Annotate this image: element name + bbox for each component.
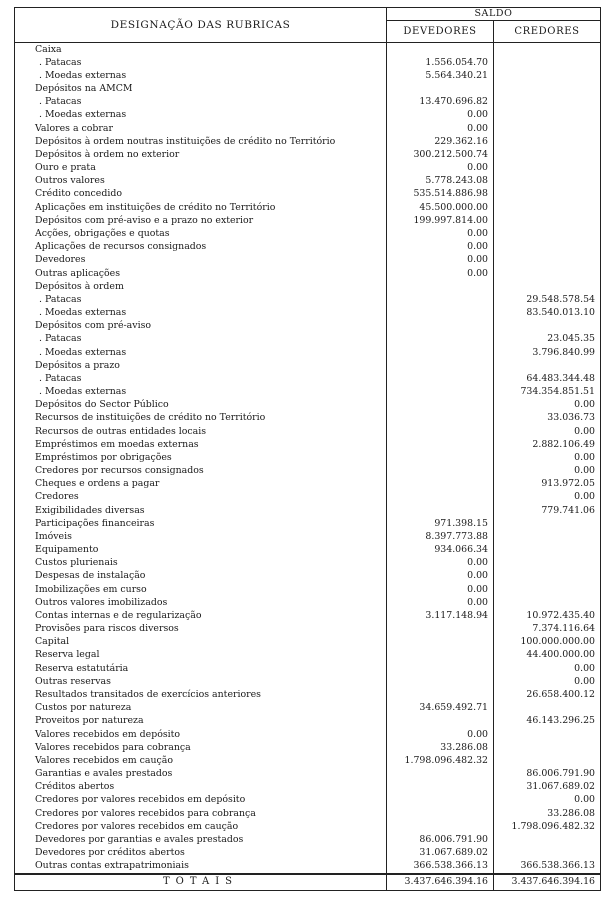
rubrica-label: Capital xyxy=(15,636,387,649)
credores-cell xyxy=(494,43,601,57)
rubrica-label: Depósitos com pré-aviso xyxy=(15,320,387,333)
table-row xyxy=(15,399,601,412)
credores-cell: 0.00 xyxy=(494,491,601,504)
credores-cell xyxy=(494,83,601,96)
table-row xyxy=(15,43,601,57)
devedores-cell xyxy=(387,794,494,807)
credores-cell xyxy=(494,135,601,148)
credores-cell xyxy=(494,267,601,280)
rubrica-label: Despesas de instalação xyxy=(15,570,387,583)
credores-cell xyxy=(494,530,601,543)
devedores-cell: 0.00 xyxy=(387,241,494,254)
ledger-rows xyxy=(15,43,601,874)
credores-cell: 86.006.791.90 xyxy=(494,767,601,780)
rubrica-label: . Moedas externas xyxy=(15,385,387,398)
table-row xyxy=(15,781,601,794)
table-row xyxy=(15,56,601,69)
credores-cell: 2.882.106.49 xyxy=(494,438,601,451)
rubrica-label: Credores por valores recebidos para cobrança xyxy=(15,807,387,820)
devedores-cell xyxy=(387,293,494,306)
credores-cell xyxy=(494,175,601,188)
devedores-cell xyxy=(387,465,494,478)
rubrica-label: Depósitos a prazo xyxy=(15,359,387,372)
table-row xyxy=(15,846,601,859)
credores-cell: 913.972.05 xyxy=(494,478,601,491)
rubrica-label: Acções, obrigações e quotas xyxy=(15,227,387,240)
devedores-cell: 1.556.054.70 xyxy=(387,56,494,69)
table-row xyxy=(15,820,601,833)
rubrica-label: Imobilizações em curso xyxy=(15,583,387,596)
rubrica-label: Empréstimos por obrigações xyxy=(15,451,387,464)
devedores-cell xyxy=(387,43,494,57)
table-row xyxy=(15,530,601,543)
credores-cell xyxy=(494,227,601,240)
devedores-cell: 229.362.16 xyxy=(387,135,494,148)
table-row xyxy=(15,346,601,359)
credores-cell xyxy=(494,741,601,754)
table-row xyxy=(15,425,601,438)
rubrica-label: . Moedas externas xyxy=(15,109,387,122)
rubrica-label: Proveitos por natureza xyxy=(15,715,387,728)
devedores-cell: 33.286.08 xyxy=(387,741,494,754)
rubrica-label: Outros valores xyxy=(15,175,387,188)
credores-cell xyxy=(494,201,601,214)
table-row xyxy=(15,491,601,504)
devedores-cell: 5.564.340.21 xyxy=(387,69,494,82)
devedores-cell xyxy=(387,399,494,412)
devedores-cell: 300.212.500.74 xyxy=(387,148,494,161)
table-row xyxy=(15,254,601,267)
devedores-cell: 0.00 xyxy=(387,267,494,280)
table-row xyxy=(15,122,601,135)
rubrica-label: Outras reservas xyxy=(15,675,387,688)
rubrica-label: Recursos de instituições de crédito no Território xyxy=(15,412,387,425)
table-row xyxy=(15,860,601,874)
rubrica-label: Garantias e avales prestados xyxy=(15,767,387,780)
rubrica-label: Valores recebidos em depósito xyxy=(15,728,387,741)
rubrica-label: Recursos de outras entidades locais xyxy=(15,425,387,438)
table-row xyxy=(15,372,601,385)
devedores-cell xyxy=(387,623,494,636)
credores-cell: 33.286.08 xyxy=(494,807,601,820)
rubrica-label: . Patacas xyxy=(15,96,387,109)
devedores-cell xyxy=(387,820,494,833)
table-row xyxy=(15,109,601,122)
devedores-cell: 934.066.34 xyxy=(387,544,494,557)
rubrica-label: Aplicações em instituições de crédito no Território xyxy=(15,201,387,214)
credores-cell xyxy=(494,702,601,715)
rubrica-label: Custos por natureza xyxy=(15,702,387,715)
rubrica-label: Depósitos do Sector Público xyxy=(15,399,387,412)
rubrica-label: Devedores por garantias e avales prestados xyxy=(15,833,387,846)
table-row xyxy=(15,675,601,688)
devedores-cell xyxy=(387,83,494,96)
table-row xyxy=(15,96,601,109)
devedores-cell xyxy=(387,385,494,398)
rubrica-label: Equipamento xyxy=(15,544,387,557)
credores-cell xyxy=(494,280,601,293)
table-row xyxy=(15,662,601,675)
devedores-cell xyxy=(387,372,494,385)
table-row xyxy=(15,557,601,570)
rubrica-label: Outras contas extrapatrimoniais xyxy=(15,860,387,874)
rubrica-label: Cheques e ordens a pagar xyxy=(15,478,387,491)
balance-sheet-table xyxy=(14,7,601,891)
devedores-cell: 5.778.243.08 xyxy=(387,175,494,188)
table-row xyxy=(15,688,601,701)
table-row xyxy=(15,754,601,767)
rubrica-label: Devedores xyxy=(15,254,387,267)
table-row xyxy=(15,162,601,175)
table-row xyxy=(15,175,601,188)
rubrica-label: Outros valores imobilizados xyxy=(15,596,387,609)
table-row xyxy=(15,570,601,583)
devedores-cell: 0.00 xyxy=(387,583,494,596)
header-designacao: DESIGNAÇÃO DAS RUBRICAS xyxy=(15,8,387,43)
table-row xyxy=(15,438,601,451)
devedores-cell xyxy=(387,636,494,649)
devedores-cell: 3.117.148.94 xyxy=(387,609,494,622)
credores-cell: 0.00 xyxy=(494,451,601,464)
rubrica-label: Contas internas e de regularização xyxy=(15,609,387,622)
credores-cell: 0.00 xyxy=(494,675,601,688)
rubrica-label: Valores recebidos em caução xyxy=(15,754,387,767)
table-row xyxy=(15,517,601,530)
devedores-cell xyxy=(387,688,494,701)
rubrica-label: . Patacas xyxy=(15,56,387,69)
devedores-cell xyxy=(387,675,494,688)
rubrica-label: Depósitos à ordem noutras instituições de crédito no Território xyxy=(15,135,387,148)
devedores-cell xyxy=(387,478,494,491)
rubrica-label: Reserva estatutária xyxy=(15,662,387,675)
rubrica-label: Resultados transitados de exercícios anteriores xyxy=(15,688,387,701)
credores-cell xyxy=(494,96,601,109)
credores-cell: 100.000.000.00 xyxy=(494,636,601,649)
credores-cell: 0.00 xyxy=(494,425,601,438)
devedores-cell: 0.00 xyxy=(387,728,494,741)
table-row xyxy=(15,715,601,728)
table-row xyxy=(15,135,601,148)
table-row xyxy=(15,412,601,425)
table-row xyxy=(15,333,601,346)
rubrica-label: Outras aplicações xyxy=(15,267,387,280)
rubrica-label: Credores por valores recebidos em depósito xyxy=(15,794,387,807)
devedores-cell: 31.067.689.02 xyxy=(387,846,494,859)
table-row xyxy=(15,451,601,464)
devedores-cell xyxy=(387,451,494,464)
table-row xyxy=(15,280,601,293)
rubrica-label: Valores a cobrar xyxy=(15,122,387,135)
devedores-cell xyxy=(387,504,494,517)
devedores-cell: 0.00 xyxy=(387,227,494,240)
table-row xyxy=(15,636,601,649)
rubrica-label: . Patacas xyxy=(15,333,387,346)
credores-cell xyxy=(494,557,601,570)
table-row xyxy=(15,596,601,609)
rubrica-label: Reserva legal xyxy=(15,649,387,662)
credores-cell: 3.796.840.99 xyxy=(494,346,601,359)
devedores-cell: 0.00 xyxy=(387,596,494,609)
devedores-cell xyxy=(387,807,494,820)
table-row xyxy=(15,201,601,214)
devedores-cell: 86.006.791.90 xyxy=(387,833,494,846)
table-row xyxy=(15,544,601,557)
rubrica-label: Imóveis xyxy=(15,530,387,543)
credores-cell xyxy=(494,544,601,557)
credores-cell xyxy=(494,320,601,333)
credores-cell xyxy=(494,517,601,530)
devedores-cell xyxy=(387,662,494,675)
table-row xyxy=(15,504,601,517)
devedores-cell xyxy=(387,767,494,780)
credores-cell xyxy=(494,109,601,122)
credores-cell xyxy=(494,188,601,201)
table-row xyxy=(15,741,601,754)
devedores-cell xyxy=(387,715,494,728)
credores-cell xyxy=(494,162,601,175)
table-row xyxy=(15,767,601,780)
devedores-cell: 0.00 xyxy=(387,109,494,122)
table-row xyxy=(15,241,601,254)
totals-credores: 3.437.646.394.16 xyxy=(494,874,601,891)
totals-label: TOTAIS xyxy=(15,874,387,891)
table-row xyxy=(15,148,601,161)
table-row xyxy=(15,465,601,478)
devedores-cell: 45.500.000.00 xyxy=(387,201,494,214)
table-row xyxy=(15,320,601,333)
credores-cell: 26.658.400.12 xyxy=(494,688,601,701)
table-row xyxy=(15,306,601,319)
credores-cell xyxy=(494,241,601,254)
credores-cell: 779.741.06 xyxy=(494,504,601,517)
devedores-cell: 199.997.814.00 xyxy=(387,214,494,227)
rubrica-label: Credores por recursos consignados xyxy=(15,465,387,478)
table-row xyxy=(15,385,601,398)
rubrica-label: Créditos abertos xyxy=(15,781,387,794)
table-row xyxy=(15,583,601,596)
credores-cell xyxy=(494,214,601,227)
devedores-cell: 971.398.15 xyxy=(387,517,494,530)
table-row xyxy=(15,794,601,807)
rubrica-label: . Patacas xyxy=(15,372,387,385)
credores-cell: 0.00 xyxy=(494,399,601,412)
table-row xyxy=(15,728,601,741)
credores-cell xyxy=(494,56,601,69)
rubrica-label: Empréstimos em moedas externas xyxy=(15,438,387,451)
devedores-cell xyxy=(387,346,494,359)
devedores-cell xyxy=(387,333,494,346)
header-saldo: SALDO xyxy=(387,8,601,21)
table-row xyxy=(15,609,601,622)
credores-cell xyxy=(494,596,601,609)
credores-cell: 31.067.689.02 xyxy=(494,781,601,794)
devedores-cell xyxy=(387,781,494,794)
header-devedores: DEVEDORES xyxy=(387,20,494,42)
credores-cell: 83.540.013.10 xyxy=(494,306,601,319)
table-row xyxy=(15,83,601,96)
table-row xyxy=(15,188,601,201)
devedores-cell: 0.00 xyxy=(387,557,494,570)
rubrica-label: Depósitos na AMCM xyxy=(15,83,387,96)
rubrica-label: Devedores por créditos abertos xyxy=(15,846,387,859)
table-row xyxy=(15,702,601,715)
rubrica-label: Depósitos à ordem xyxy=(15,280,387,293)
table-row xyxy=(15,214,601,227)
credores-cell: 44.400.000.00 xyxy=(494,649,601,662)
devedores-cell xyxy=(387,280,494,293)
table-row xyxy=(15,267,601,280)
devedores-cell xyxy=(387,306,494,319)
rubrica-label: Exigibilidades diversas xyxy=(15,504,387,517)
devedores-cell: 34.659.492.71 xyxy=(387,702,494,715)
credores-cell: 0.00 xyxy=(494,662,601,675)
rubrica-label: Participações financeiras xyxy=(15,517,387,530)
rubrica-label: . Patacas xyxy=(15,293,387,306)
totals-row xyxy=(15,874,601,891)
devedores-cell: 0.00 xyxy=(387,570,494,583)
table-row xyxy=(15,293,601,306)
rubrica-label: Depósitos com pré-aviso e a prazo no exterior xyxy=(15,214,387,227)
rubrica-label: Aplicações de recursos consignados xyxy=(15,241,387,254)
table-row xyxy=(15,623,601,636)
devedores-cell xyxy=(387,438,494,451)
devedores-cell: 13.470.696.82 xyxy=(387,96,494,109)
credores-cell: 1.798.096.482.32 xyxy=(494,820,601,833)
credores-cell xyxy=(494,359,601,372)
credores-cell: 29.548.578.54 xyxy=(494,293,601,306)
credores-cell xyxy=(494,583,601,596)
devedores-cell: 0.00 xyxy=(387,162,494,175)
table-row xyxy=(15,833,601,846)
devedores-cell: 0.00 xyxy=(387,254,494,267)
rubrica-label: Depósitos à ordem no exterior xyxy=(15,148,387,161)
credores-cell: 33.036.73 xyxy=(494,412,601,425)
table-row xyxy=(15,478,601,491)
credores-cell: 0.00 xyxy=(494,794,601,807)
credores-cell: 10.972.435.40 xyxy=(494,609,601,622)
table-row xyxy=(15,359,601,372)
rubrica-label: Provisões para riscos diversos xyxy=(15,623,387,636)
credores-cell xyxy=(494,846,601,859)
table-row xyxy=(15,649,601,662)
credores-cell: 7.374.116.64 xyxy=(494,623,601,636)
credores-cell xyxy=(494,833,601,846)
rubrica-label: . Moedas externas xyxy=(15,306,387,319)
devedores-cell xyxy=(387,491,494,504)
credores-cell: 734.354.851.51 xyxy=(494,385,601,398)
devedores-cell: 8.397.773.88 xyxy=(387,530,494,543)
credores-cell xyxy=(494,69,601,82)
totals-devedores: 3.437.646.394.16 xyxy=(387,874,494,891)
rubrica-label: Ouro e prata xyxy=(15,162,387,175)
devedores-cell xyxy=(387,320,494,333)
rubrica-label: Credores xyxy=(15,491,387,504)
rubrica-label: Crédito concedido xyxy=(15,188,387,201)
table-row xyxy=(15,69,601,82)
rubrica-label: Custos plurienais xyxy=(15,557,387,570)
rubrica-label: . Moedas externas xyxy=(15,69,387,82)
credores-cell: 0.00 xyxy=(494,465,601,478)
credores-cell xyxy=(494,754,601,767)
devedores-cell: 366.538.366.13 xyxy=(387,860,494,874)
table-row xyxy=(15,807,601,820)
credores-cell: 64.483.344.48 xyxy=(494,372,601,385)
credores-cell xyxy=(494,728,601,741)
devedores-cell: 1.798.096.482.32 xyxy=(387,754,494,767)
devedores-cell: 0.00 xyxy=(387,122,494,135)
devedores-cell: 535.514.886.98 xyxy=(387,188,494,201)
credores-cell: 23.045.35 xyxy=(494,333,601,346)
rubrica-label: Caixa xyxy=(15,43,387,57)
rubrica-label: . Moedas externas xyxy=(15,346,387,359)
table-row xyxy=(15,227,601,240)
credores-cell xyxy=(494,122,601,135)
devedores-cell xyxy=(387,425,494,438)
credores-cell: 46.143.296.25 xyxy=(494,715,601,728)
devedores-cell xyxy=(387,649,494,662)
header-credores: CREDORES xyxy=(494,20,601,42)
rubrica-label: Valores recebidos para cobrança xyxy=(15,741,387,754)
credores-cell xyxy=(494,570,601,583)
devedores-cell xyxy=(387,359,494,372)
devedores-cell xyxy=(387,412,494,425)
credores-cell xyxy=(494,148,601,161)
credores-cell xyxy=(494,254,601,267)
rubrica-label: Credores por valores recebidos em caução xyxy=(15,820,387,833)
credores-cell: 366.538.366.13 xyxy=(494,860,601,874)
